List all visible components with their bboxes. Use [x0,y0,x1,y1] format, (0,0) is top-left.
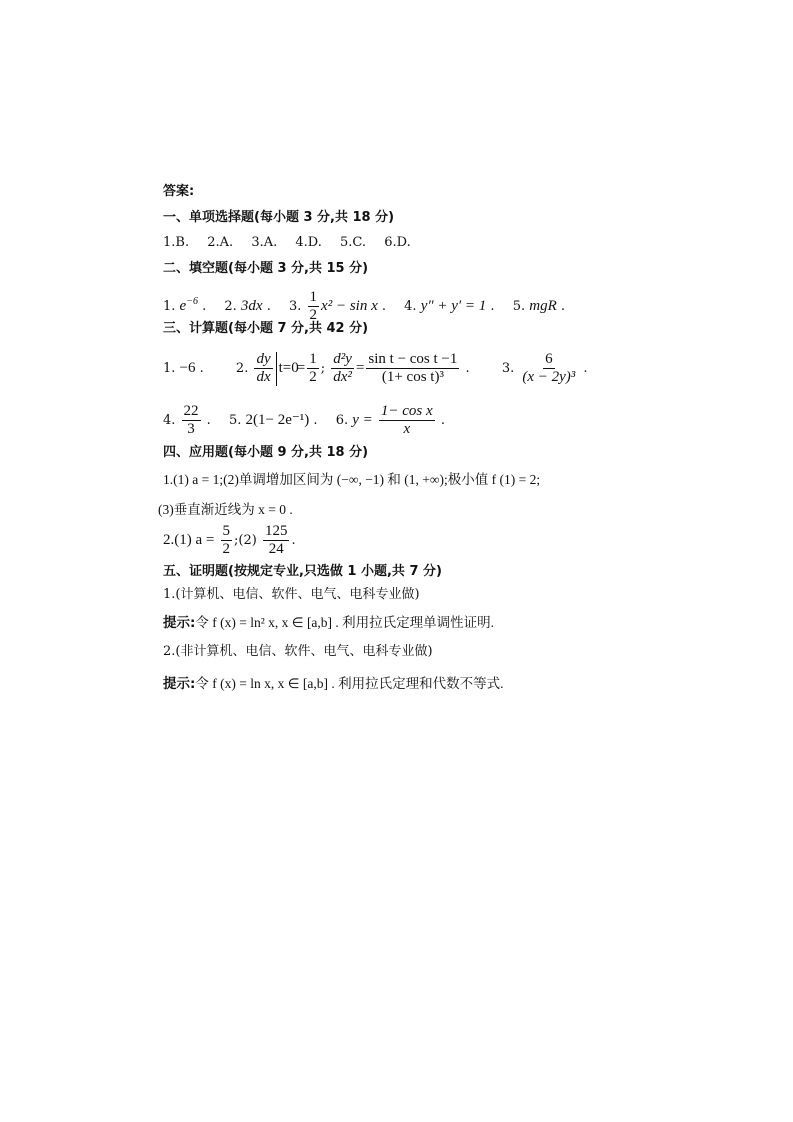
section-4-line-1: 1.(1) a = 1;(2)单调增加区间为 (−∞, −1) 和 (1, +∞);极小值 f (1) = 2; [163,472,541,487]
calc-answer-6-lhs: y = [352,412,373,428]
section-2-header: 二、填空题(每小题 3 分,共 15 分) [163,261,369,276]
numerator: 125 [264,523,288,539]
calc-answer-2b-value [366,351,459,386]
item-number: 3. [289,299,302,314]
denominator: 3 [187,421,195,437]
denominator: dx² [333,369,352,385]
apply-answer-2a [221,523,233,558]
section-2-answers: 1. $e^{-6}$ . 2. 3dx . 3. $\frac{1}{2}$ x² − sin x . 4. y″ + y′ = 1 . 5. mgR . [163,289,566,323]
calc-answer-5: 2(1− 2e⁻¹) [245,412,310,428]
hint-label: 提示: [163,676,196,692]
denominator: x [403,421,411,437]
hint-label: 提示: [163,615,196,631]
section-5-hint-1 [163,614,494,632]
fill-answer-5: mgR [529,298,557,314]
numerator: 1 [309,289,318,305]
item-number: 3. [501,361,515,376]
apply-answer-2b [263,523,290,558]
answer-6: 6.D. [384,235,411,250]
fill-answer-2: 3dx [240,298,263,314]
section-4-line-3 [163,520,296,561]
calc-answer-4 [182,403,201,438]
hint-text: 令 f (x) = ln² x, x ∈ [a,b] . 利用拉氏定理单调性证明. [195,615,495,630]
item-number: 6. [335,413,349,428]
answer-1: 1.B. [163,235,190,250]
item-number: 1. [163,299,176,314]
item-number: 2. [224,299,237,314]
hint-text: 令 f (x) = ln x, x ∈ [a,b] . 利用拉氏定理和代数不等式. [195,676,504,691]
denominator: 2 [309,369,317,385]
evaluation-bar [276,352,299,386]
section-5-item-1: 1.(计算机、电信、软件、电气、电科专业做) [163,587,420,602]
denominator: 2 [222,541,230,557]
apply-answer-2a-lhs: 2.(1) a = [163,532,215,548]
section-3-row-1: 1. −6 . 2. $\frac{dy}{dx}$ t=0 = $\frac{1}{2}$ ; $\frac{\text{d²y}}{\text{dx²}}$ = $\frac{\text{sin t − cos t −1}}{\text{(1+ cos t)³}}$ . 3. $\frac{6}{\text{(x − 2y)³}}$ . [163,348,588,389]
section-4-line-2: (3)垂直渐近线为 x = 0 . [158,502,293,517]
period: . [291,533,296,548]
item-number: 5. [512,299,526,314]
section-1-answers [163,234,411,252]
numerator: d²y [333,351,352,367]
section-1-header: 一、单项选择题(每小题 3 分,共 18 分) [163,210,395,225]
denominator: dx [256,369,271,385]
item-number: 1. [163,361,176,376]
section-5-header: 五、证明题(按规定专业,只选做 1 小题,共 7 分) [163,564,442,579]
item-number: 4. [404,299,417,314]
evaluation-point: t=0 [278,359,299,376]
answer-3: 3.A. [251,235,278,250]
item-number: 2. [235,361,249,376]
denominator: (x − 2y)³ [522,369,576,385]
answer-2: 2.A. [207,235,234,250]
answers-title: 答案: [163,184,195,199]
numerator: dy [256,351,271,367]
item-number: 4. [163,413,176,428]
separator: ;(2) [234,533,257,548]
section-4-header: 四、应用题(每小题 9 分,共 18 分) [163,445,369,460]
answer-4: 4.D. [295,235,322,250]
fill-answer-4: y″ + y′ = 1 [420,298,487,314]
fill-answer-3: x² − sin x [321,298,378,314]
denominator: 24 [268,541,284,557]
denominator: 2 [309,307,318,323]
fill-answer-3-fraction [308,289,320,324]
numerator: 6 [545,351,553,367]
item-number: 5. [228,413,242,428]
calc-answer-2-second-derivative [331,351,354,386]
calc-answer-3 [520,351,577,386]
denominator: (1+ cos t)³ [381,369,444,385]
calc-answer-6 [379,403,435,438]
section-5-item-2: 2.(非计算机、电信、软件、电气、电科专业做) [163,644,433,659]
numerator: 5 [222,523,230,539]
fill-answer-1: $e^{-6}$ [179,296,198,314]
calc-answer-2-derivative [254,351,272,386]
numerator: 1− cos x [380,403,433,419]
numerator: 22 [183,403,199,419]
section-3-row-2: 4. $\frac{22}{3}$ . 5. 2(1− 2e⁻¹) . 6. y = $\frac{\text{1− cos x}}{x}$ . [163,403,445,437]
numerator: sin t − cos t −1 [368,351,458,367]
section-5-hint-2 [163,675,504,693]
calc-answer-2-value [307,351,319,386]
calc-answer-1: −6 [179,360,196,376]
answer-5: 5.C. [340,235,367,250]
numerator: 1 [309,351,317,367]
section-3-header: 三、计算题(每小题 7 分,共 42 分) [163,321,369,336]
